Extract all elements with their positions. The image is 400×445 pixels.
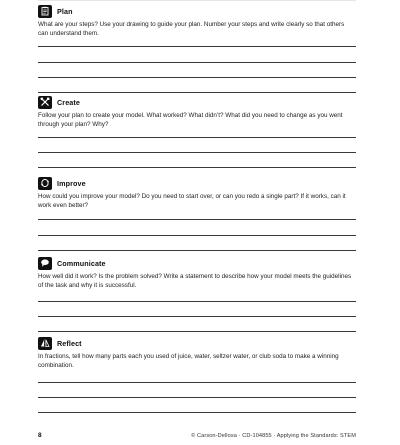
plan-answer-line-3[interactable] xyxy=(38,77,356,78)
plan-header xyxy=(38,4,356,18)
communicate-answer-line-2[interactable] xyxy=(38,316,356,317)
speech-bubble-icon xyxy=(38,257,52,270)
improve-section xyxy=(38,176,356,210)
create-answer-line-1[interactable] xyxy=(38,137,356,138)
communicate-header xyxy=(38,256,356,270)
create-answer-line-3[interactable] xyxy=(38,167,356,168)
create-prompt: Follow your plan to create your model. What worked? What didn’t? What did you need to change as you went through your plan? Why? xyxy=(38,112,343,128)
clipboard-icon xyxy=(38,5,52,18)
reflect-answer-line-3[interactable] xyxy=(38,412,356,413)
improve-prompt: How could you improve your model? Do you need to start over, or can you redo a single part? If it works, can it work even better? xyxy=(38,193,346,209)
plan-answer-line-4[interactable] xyxy=(38,92,356,93)
create-answer-line-2[interactable] xyxy=(38,152,356,153)
mirror-reflect-icon xyxy=(38,337,52,350)
improve-answer-line-2[interactable] xyxy=(38,235,356,236)
improve-title: Improve xyxy=(57,178,86,188)
reflect-header xyxy=(38,336,356,350)
reflect-answer-line-2[interactable] xyxy=(38,397,356,398)
improve-answer-line-3[interactable] xyxy=(38,250,356,251)
create-header xyxy=(38,95,356,109)
improve-header xyxy=(38,176,356,190)
reflect-title: Reflect xyxy=(57,338,82,348)
reflect-prompt: In fractions, tell how many parts each you used of juice, water, seltzer water, or club soda to make a winning combination. xyxy=(38,353,339,369)
communicate-answer-line-3[interactable] xyxy=(38,331,356,332)
plan-answer-line-1[interactable] xyxy=(38,46,356,47)
cycle-arrows-icon xyxy=(38,177,52,190)
plan-prompt: What are your steps? Use your drawing to guide your plan. Number your steps and write clearly so that others can understand them. xyxy=(38,21,345,37)
page-number: 8 xyxy=(38,432,42,439)
plan-title: Plan xyxy=(57,6,73,16)
communicate-title: Communicate xyxy=(57,258,106,268)
create-title: Create xyxy=(57,97,80,107)
reflect-answer-line-1[interactable] xyxy=(38,382,356,383)
page-top-edge xyxy=(38,0,356,1)
copyright-credit: © Carson-Dellosa · CD-104855 · Applying the Standards: STEM xyxy=(191,432,356,439)
communicate-answer-line-1[interactable] xyxy=(38,301,356,302)
plan-answer-line-2[interactable] xyxy=(38,62,356,63)
improve-answer-line-1[interactable] xyxy=(38,219,356,220)
page-footer xyxy=(38,432,356,439)
communicate-prompt: How well did it work? Is the problem solved? Write a statement to describe how your model meets the guidelines of the task and why it is successful. xyxy=(38,273,352,289)
create-section xyxy=(38,95,356,129)
plan-section xyxy=(38,4,356,38)
communicate-section xyxy=(38,256,356,290)
reflect-section xyxy=(38,336,356,370)
tools-icon xyxy=(38,96,52,109)
